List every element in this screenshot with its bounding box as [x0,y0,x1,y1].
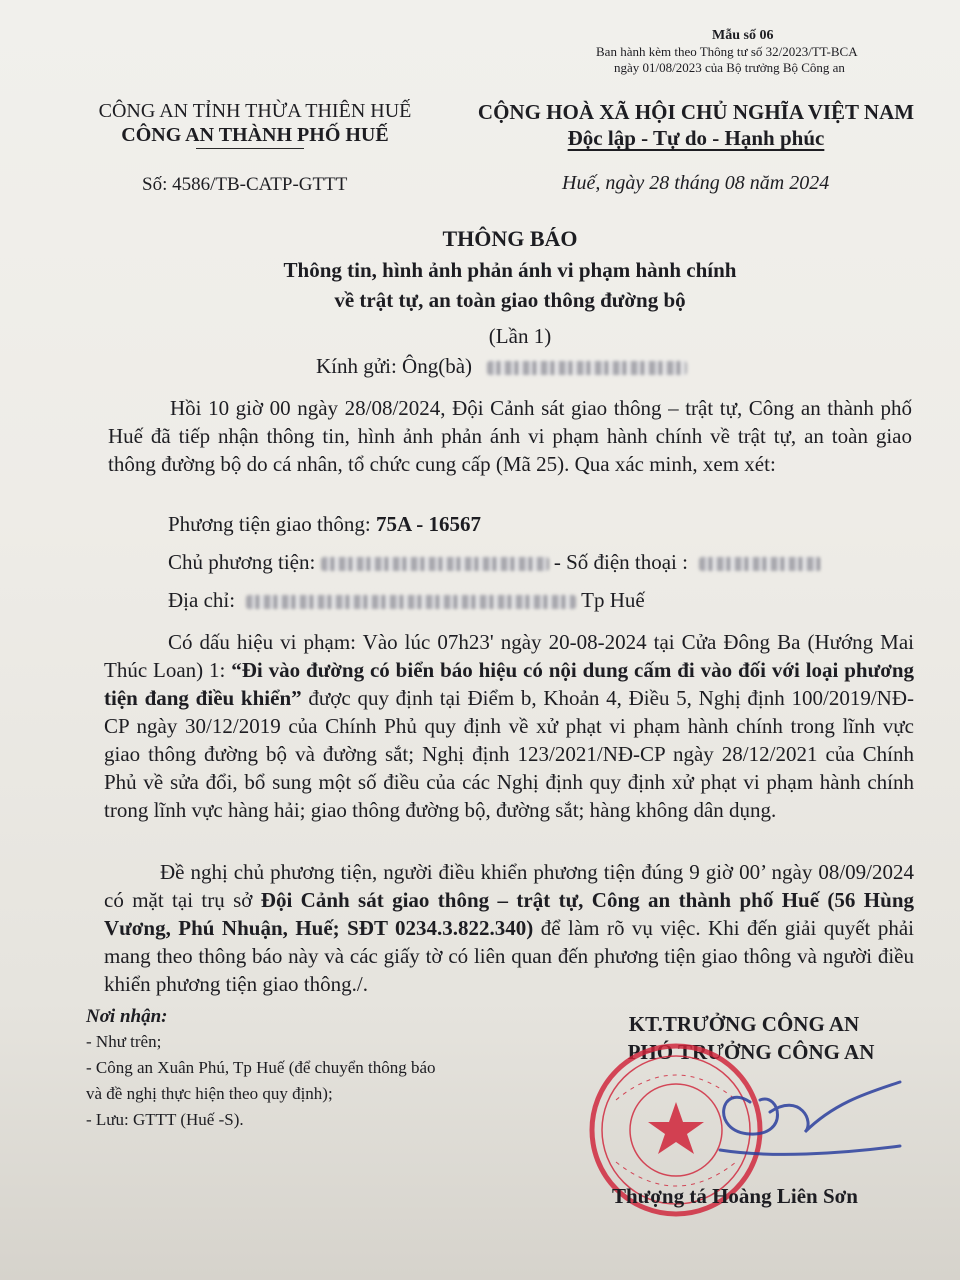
intro-paragraph: Hồi 10 giờ 00 ngày 28/08/2024, Đội Cảnh sát giao thông – trật tự, Công an thành phố Huế đã tiếp nhận thông tin, hình ảnh phản ánh vi phạm hành chính về trật tự, an toàn giao thông đường bộ do cá nhân, tổ chức cung cấp (Mã 25). Qua xác minh, xem xét: [108,396,912,476]
recipient-item: và đề nghị thực hiện theo quy định); [86,1084,333,1103]
recipient-label: Kính gửi: Ông(bà) [316,354,473,378]
form-reference-line1: Ban hành kèm theo Thông tư số 32/2023/TT-BCA [596,44,858,59]
national-motto: Độc lập - Tự do - Hạnh phúc [567,126,825,150]
address-city: Tp Huế [576,588,645,612]
address-line [168,588,645,613]
signer-role-1: KT.TRƯỞNG CÔNG AN [628,1012,860,1036]
agency-underline [196,148,304,149]
redacted-recipient-name [487,361,687,375]
redacted-owner-name [321,557,549,571]
license-plate: 75A - 16567 [375,512,481,536]
form-number: Mẫu số 06 [712,28,774,43]
form-reference-line2: ngày 01/08/2023 của Bộ trưởng Bộ Công an [614,60,845,75]
redacted-phone [699,557,821,571]
vehicle-label: Phương tiện giao thông: [168,512,376,536]
agency-name: CÔNG AN THÀNH PHỐ HUẾ [121,124,389,146]
issue-date: Huế, ngày 28 tháng 08 năm 2024 [562,172,830,194]
signer-role-2: PHÓ TRƯỞNG CÔNG AN [627,1040,875,1064]
violation-intro: Có dấu hiệu vi phạm: Vào lúc 07h23' ngày 20-08-2024 tại Cửa Đông Ba (Hướng Mai Thúc Loan) 1: [104,630,914,682]
address-label: Địa chỉ: [168,588,241,612]
request-intro: Đề nghị chủ phương tiện, người điều khiển phương tiện đúng 9 giờ 00’ ngày 08/09/2024 có mặt tại trụ sở [104,860,914,912]
request-location: Đội Cảnh sát giao thông – trật tự, Công an thành phố Huế (56 Hùng Vương, Phú Nhuận, Huế; SĐT 0234.3.822.340) [104,888,914,940]
violation-description: “Đi vào đường có biển báo hiệu có nội dung cấm đi vào đối với loại phương tiện đang điều khiển” [104,658,915,710]
country-name: CỘNG HOÀ XÃ HỘI CHỦ NGHĨA VIỆT NAM [477,100,915,124]
violation-legal-basis: được quy định tại Điểm b, Khoản 4, Điều 5, Nghị định 100/2019/NĐ-CP ngày 30/12/2019 của Chính Phủ quy định về xử phạt vi phạm hành chính trong lĩnh vực giao thông đường bộ và đường sắt; Nghị định 123/2021/NĐ-CP ngày 28/12/2021 của Chính Phủ về sửa đổi, bổ sung một số điều của các Nghị định quy định xử phạt vi phạm hành chính trong lĩnh vực hàng hải; giao thông đường bộ, đường sắt; hàng không dân dụng. [104,686,914,822]
recipient-item: - Lưu: GTTT (Huế -S). [86,1110,244,1129]
agency-parent: CÔNG AN TỈNH THỪA THIÊN HUẾ [98,100,412,122]
notice-subtitle-1: Thông tin, hình ảnh phản ánh vi phạm hành chính [283,258,737,282]
owner-label: Chủ phương tiện: [168,550,321,574]
notice-subtitle-2: về trật tự, an toàn giao thông đường bộ [334,288,686,312]
phone-label: - Số điện thoại : [548,550,694,574]
recipients-heading: Nơi nhận: [86,1006,168,1027]
handwritten-signature [600,1062,930,1182]
request-paragraph [104,858,914,998]
document-number: Số: 4586/TB-CATP-GTTT [142,174,348,195]
violation-paragraph [104,628,914,824]
notice-title: THÔNG BÁO [442,226,578,251]
notice-edition: (Lần 1) [488,324,552,348]
redacted-address [246,595,576,609]
recipient-item: - Như trên; [86,1032,162,1051]
recipient-line [316,354,687,379]
vehicle-line [168,512,481,537]
owner-line [168,550,821,575]
recipient-item: - Công an Xuân Phú, Tp Huế (để chuyển thông báo [86,1058,436,1077]
request-instructions: để làm rõ vụ việc. Khi đến giải quyết phải mang theo thông báo này và các giấy tờ có liên quan đến phương tiện giao thông và người điều khiển phương tiện giao thông./. [104,916,914,996]
signer-name: Thượng tá Hoàng Liên Sơn [612,1184,858,1208]
